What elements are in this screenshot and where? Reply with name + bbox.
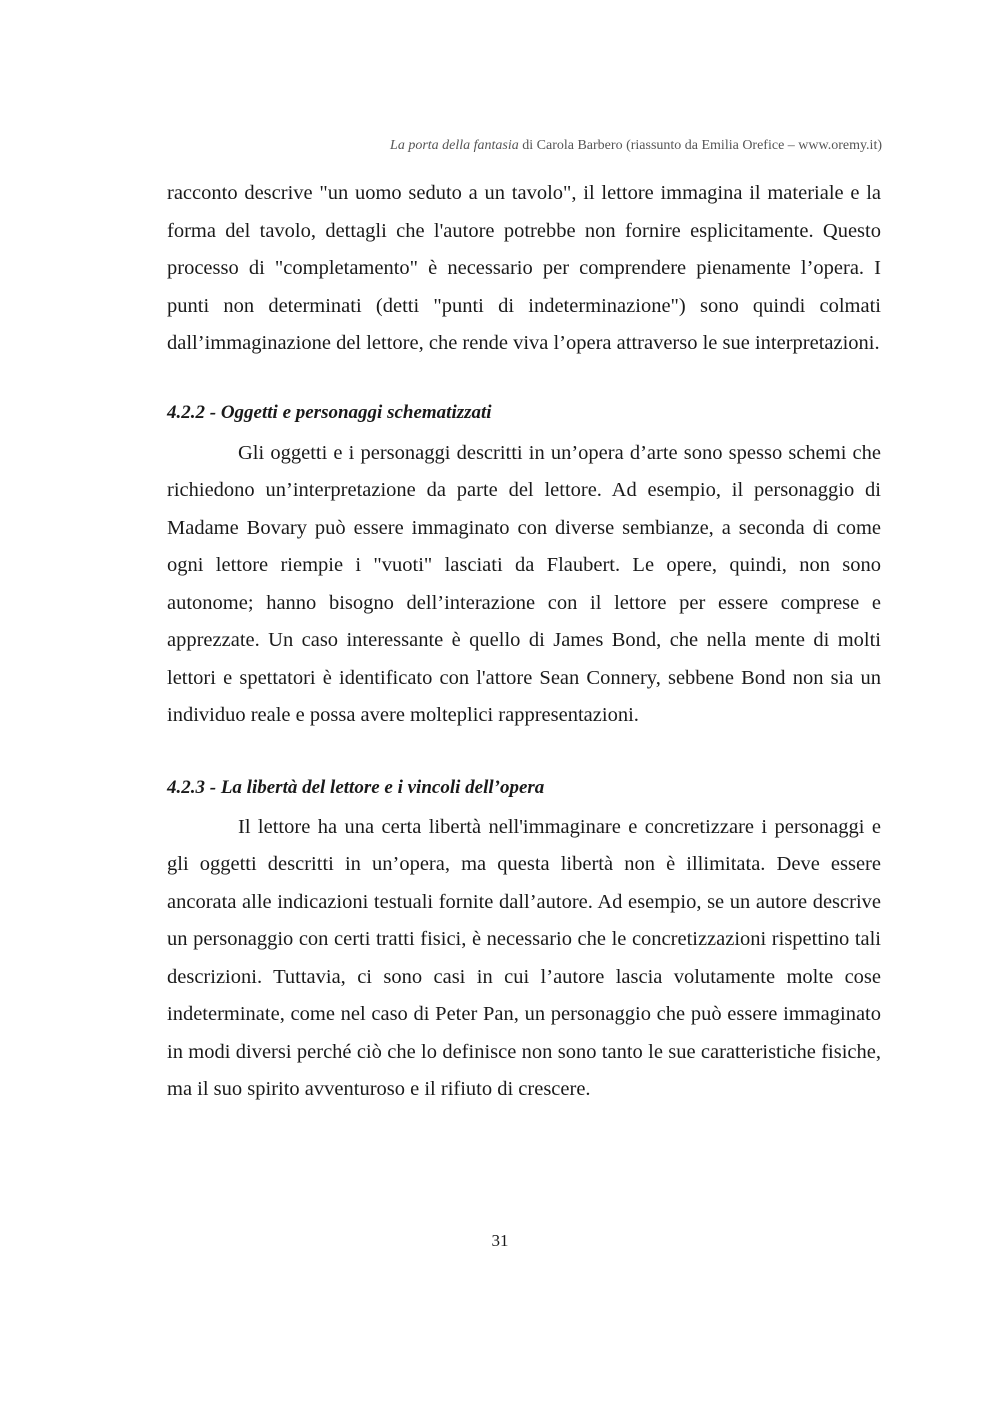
running-header [390,138,882,154]
header-author-info: di Carola Barbero (riassunto da Emilia Orefice – www.oremy.it) [518,138,882,153]
section-heading-4-2-2: 4.2.2 - Oggetti e personaggi schematizzati [167,401,492,423]
header-book-title: La porta della fantasia [390,138,519,153]
body-text [167,175,881,1109]
section-paragraph-4-2-3: Il lettore ha una certa libertà nell'immaginare e concretizzare i personaggi e gli oggetti descritti in un’opera, ma questa libertà non è illimitata. Deve essere ancorata alle indicazioni testuali fornite dall’autore. Ad esempio, se un autore descrive un personaggio con certi tratti fisici, è necessario che le concretizzazioni rispettino tali descrizioni. Tuttavia, ci sono casi in cui l’autore lascia volutamente molte cose indeterminate, come nel caso di Peter Pan, un personaggio che può essere immaginato in modi diversi perché ciò che lo definisce non sono tanto le sue caratteristiche fisiche, ma il suo spirito avventuroso e il rifiuto di crescere. [167,815,881,1100]
page-number: 31 [491,1231,509,1250]
section-paragraph-4-2-2: Gli oggetti e i personaggi descritti in un’opera d’arte sono spesso schemi che richiedono un’interpretazione da parte del lettore. Ad esempio, il personaggio di Madame Bovary può essere immaginato con diverse sembianze, a seconda di come ogni lettore riempie i "vuoti" lasciati da Flaubert. Le opere, quindi, non sono autonome; hanno bisogno dell’interazione con il lettore per essere comprese e apprezzate. Un caso interessante è quello di James Bond, che nella mente di molti lettori e spettatori è identificato con l'attore Sean Connery, sebbene Bond non sia un individuo reale e possa avere molteplici rappresentazioni. [167,441,881,726]
section-heading-4-2-3: 4.2.3 - La libertà del lettore e i vincoli dell’opera [167,776,545,798]
intro-paragraph: racconto descrive "un uomo seduto a un tavolo", il lettore immagina il materiale e la forma del tavolo, dettagli che l'autore potrebbe non fornire esplicitamente. Questo processo di "completamento" è necessario per comprendere pienamente l’opera. I punti non determinati (detti "punti di indeterminazione") sono quindi colmati dall’immaginazione del lettore, che rende viva l’opera attraverso le sue interpretazioni. [167,182,881,354]
